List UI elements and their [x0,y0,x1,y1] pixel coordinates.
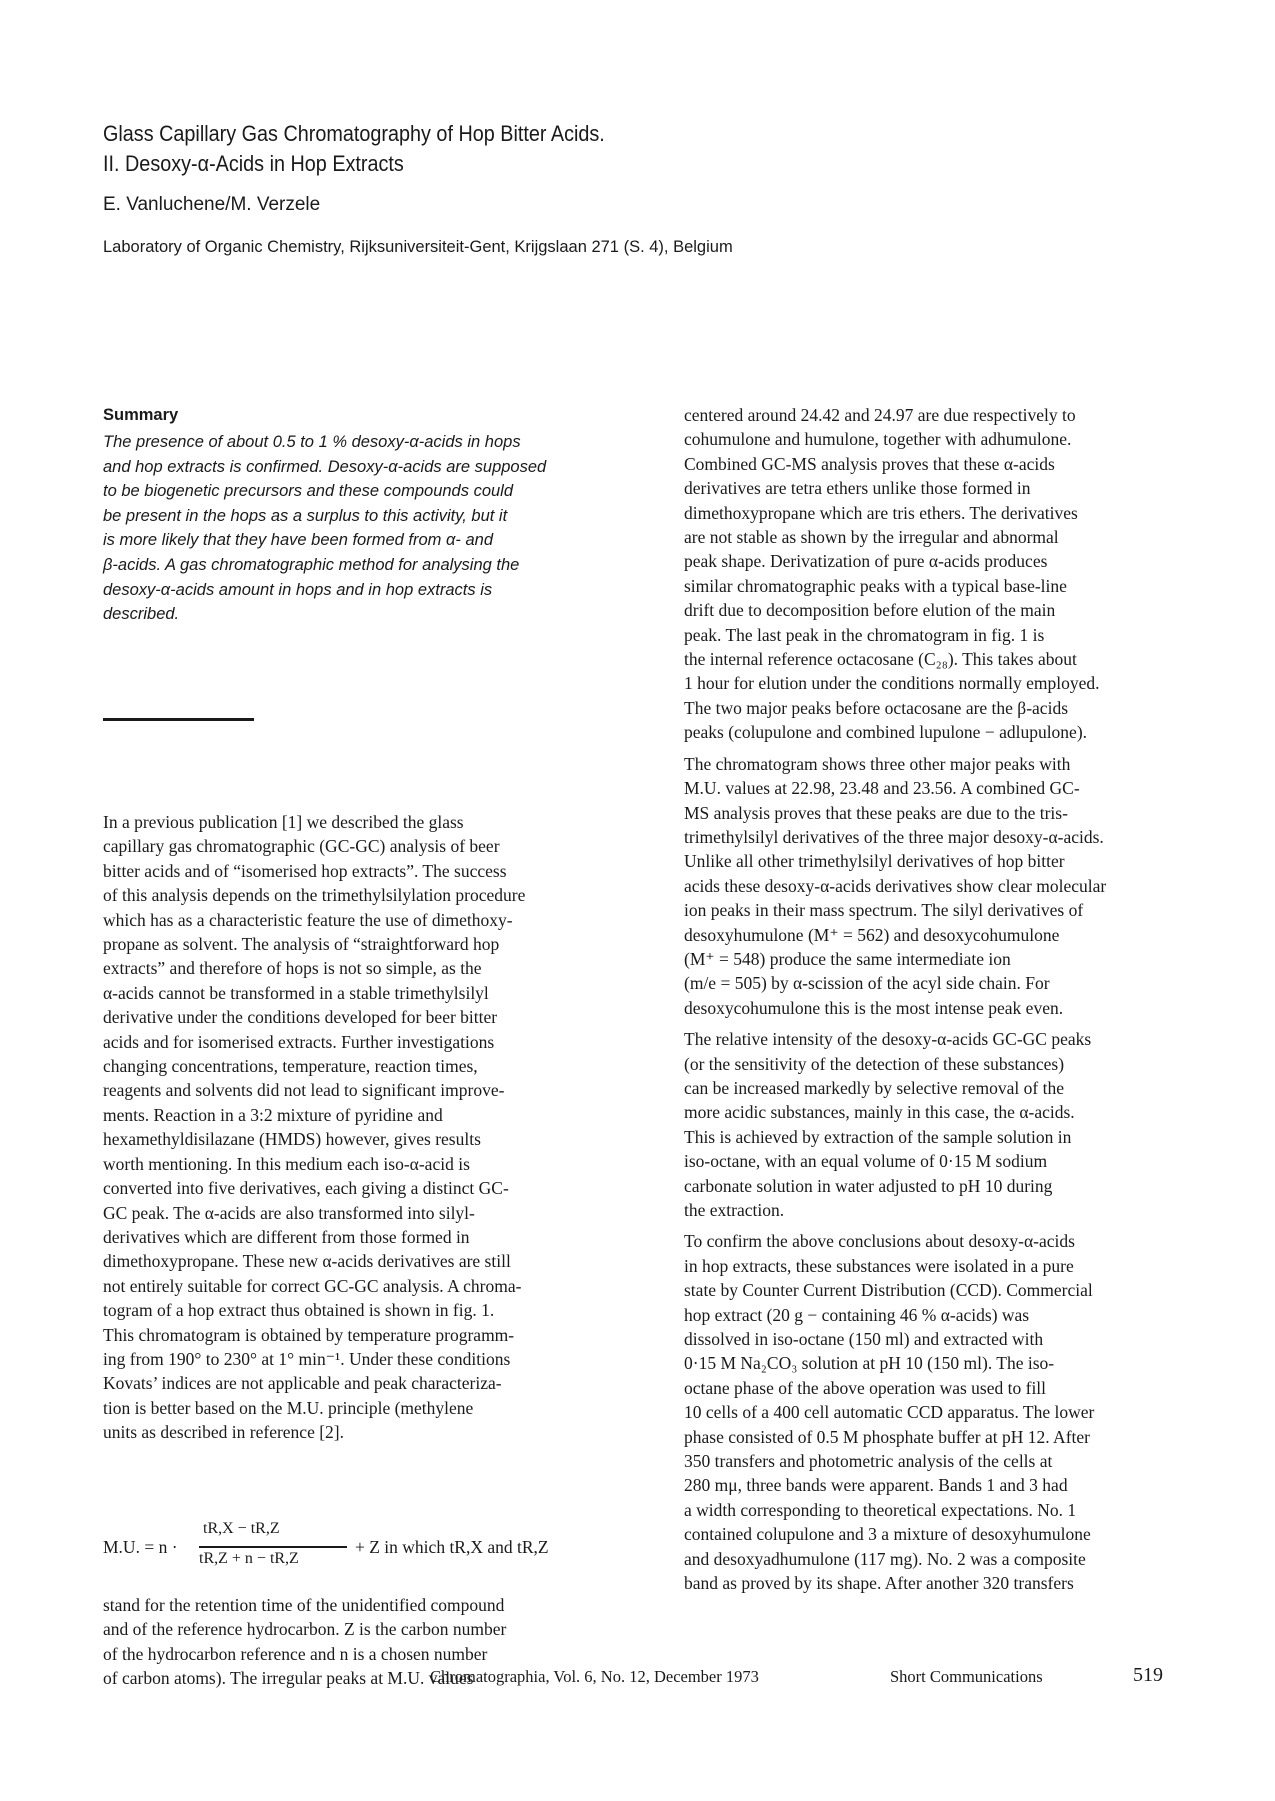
text-line: dimethoxypropane. These new α-acids derivatives are still [103,1251,511,1272]
page-footer [0,1664,1275,1697]
text-line: hop extract (20 g − containing 46 % α-acids) was [684,1304,1030,1325]
text-line: iso-octane, with an equal volume of 0·15 M sodium [684,1151,1048,1172]
text-line: derivatives which are different from those formed in [103,1226,470,1247]
text-line: propane as solvent. The analysis of “straightforward hop [103,934,500,955]
text-line: extracts” and therefore of hops is not so simple, as the [103,958,482,979]
text-line: derivative under the conditions developed for beer bitter [103,1007,498,1028]
right-column-text [684,403,1204,1603]
summary-line: to be biogenetic precursors and these compounds could [103,482,514,501]
text-line: capillary gas chromatographic (GC-GC) analysis of beer [103,836,500,857]
text-line: drift due to decomposition before elution of the main [684,600,1056,621]
text-line: (m/e = 505) by α-scission of the acyl side chain. For [684,973,1050,994]
paragraph [684,752,1204,1020]
section-divider [103,718,254,721]
text-line: and desoxyadhumulone (117 mg). No. 2 was a composite [684,1548,1086,1569]
text-line: the internal reference octacosane (C₂₈). This takes about [684,649,1077,670]
text-line: similar chromatographic peaks with a typical base-line [684,575,1067,596]
text-line: peaks (colupulone and combined lupulone − adlupulone). [684,722,1088,743]
text-line: carbonate solution in water adjusted to pH 10 during [684,1175,1053,1196]
text-line: are not stable as shown by the irregular and abnormal [684,527,1059,548]
text-line: 0·15 M Na₂CO₃ solution at pH 10 (150 ml). The iso- [684,1353,1055,1374]
paper-title [103,119,1003,179]
text-line: units as described in reference [2]. [103,1422,345,1443]
summary-line: described. [103,605,180,624]
text-line: To confirm the above conclusions about desoxy-α-acids [684,1231,1075,1252]
text-line: tion is better based on the M.U. principle (methylene [103,1397,474,1418]
summary-line: β-acids. A gas chromatographic method for analysing the [103,555,520,574]
journal-reference: Chromatographia, Vol. 6, No. 12, December 1973 [430,1667,759,1686]
text-line: ing from 190° to 230° at 1° min⁻¹. Under these conditions [103,1348,511,1369]
text-line: Combined GC-MS analysis proves that these α-acids [684,453,1055,474]
text-line: The two major peaks before octacosane are the β-acids [684,697,1069,718]
text-line: peak. The last peak in the chromatogram in fig. 1 is [684,624,1045,645]
paragraph [684,1229,1204,1595]
text-line: changing concentrations, temperature, reaction times, [103,1056,478,1077]
affiliation: Laboratory of Organic Chemistry, Rijksuniversiteit-Gent, Krijgslaan 271 (S. 4), Belgium [103,238,733,256]
text-line: Unlike all other trimethylsilyl derivatives of hop bitter [684,851,1065,872]
text-line: 10 cells of a 400 cell automatic CCD apparatus. The lower [684,1402,1095,1423]
summary-section [103,403,623,627]
summary-line: The presence of about 0.5 to 1 % desoxy-α-acids in hops [103,433,521,451]
text-line: (or the sensitivity of the detection of these substances) [684,1053,1065,1074]
text-line: state by Counter Current Distribution (CCD). Commercial [684,1280,1093,1301]
text-line: contained colupulone and 3 a mixture of desoxyhumulone [684,1524,1091,1545]
title-line-2: II. Desoxy-α-Acids in Hop Extracts [103,151,404,176]
text-line: ion peaks in their mass spectrum. The silyl derivatives of [684,900,1084,921]
text-line: cohumulone and humulone, together with adhumulone. [684,429,1072,450]
text-line: acids these desoxy-α-acids derivatives show clear molecular [684,875,1107,896]
text-line: 1 hour for elution under the conditions normally employed. [684,673,1100,694]
summary-body [103,430,623,627]
summary-line: be present in the hops as a surplus to this activity, but it [103,506,508,525]
text-line: M.U. values at 22.98, 23.48 and 23.56. A combined GC- [684,778,1080,799]
text-line: of carbon atoms). The irregular peaks at M.U. values [103,1668,474,1689]
equation-numerator: tR,X − tR,Z [203,1520,280,1537]
text-line: a width corresponding to theoretical expectations. No. 1 [684,1499,1077,1520]
text-line: dimethoxypropane which are tris ethers. The derivatives [684,502,1078,523]
summary-line: is more likely that they have been formed from α- and [103,531,494,550]
equation-denominator: tR,Z + n − tR,Z [199,1550,299,1567]
text-line: stand for the retention time of the unidentified compound [103,1595,505,1615]
equation-lhs: M.U. = n · [103,1537,178,1557]
text-line: desoxyhumulone (M⁺ = 562) and desoxycohumulone [684,924,1060,945]
text-line: of the hydrocarbon reference and n is a chosen number [103,1643,488,1664]
text-line: desoxycohumulone this is the most intense peak even. [684,997,1064,1018]
text-line: acids and for isomerised extracts. Further investigations [103,1031,495,1052]
text-line: band as proved by its shape. After another 320 transfers [684,1573,1074,1594]
text-line: The relative intensity of the desoxy-α-acids GC-GC peaks [684,1029,1092,1050]
text-line: reagents and solvents did not lead to significant improve- [103,1080,505,1101]
text-line: octane phase of the above operation was used to fill [684,1377,1047,1398]
summary-heading: Summary [103,406,179,424]
text-line: Kovats’ indices are not applicable and peak characteriza- [103,1373,502,1394]
text-line: peak shape. Derivatization of pure α-acids produces [684,551,1048,572]
equation-rhs: + Z in which tR,X and tR,Z [355,1537,549,1557]
text-line: centered around 24.42 and 24.97 are due respectively to [684,405,1076,425]
text-line: This chromatogram is obtained by temperature programm- [103,1324,515,1345]
title-line-1: Glass Capillary Gas Chromatography of Hop Bitter Acids. [103,121,605,146]
page-number: 519 [1133,1664,1163,1686]
mu-equation [103,1520,623,1580]
authors: E. Vanluchene/M. Verzele [103,194,321,215]
text-line: of this analysis depends on the trimethylsilylation procedure [103,885,526,906]
summary-line: desoxy-α-acids amount in hops and in hop extracts is [103,580,493,599]
text-line: hexamethyldisilazane (HMDS) however, gives results [103,1129,481,1150]
text-line: and of the reference hydrocarbon. Z is the carbon number [103,1619,507,1640]
text-line: trimethylsilyl derivatives of the three major desoxy-α-acids. [684,826,1104,847]
text-line: worth mentioning. In this medium each iso-α-acid is [103,1153,470,1174]
text-line: can be increased markedly by selective removal of the [684,1077,1064,1098]
fraction-bar [199,1546,347,1548]
text-line: GC peak. The α-acids are also transformed into silyl- [103,1202,475,1223]
text-line: derivatives are tetra ethers unlike those formed in [684,478,1031,499]
text-line: MS analysis proves that these peaks are due to the tris- [684,802,1068,823]
text-line: dissolved in iso-octane (150 ml) and extracted with [684,1329,1044,1350]
text-line: which has as a characteristic feature the use of dimethoxy- [103,909,513,930]
summary-line: and hop extracts is confirmed. Desoxy-α-acids are supposed [103,457,547,476]
text-line: togram of a hop extract thus obtained is shown in fig. 1. [103,1300,495,1321]
text-line: 350 transfers and photometric analysis of the cells at [684,1451,1053,1472]
text-line: not entirely suitable for correct GC-GC analysis. A chroma- [103,1275,522,1296]
text-line: (M⁺ = 548) produce the same intermediate ion [684,948,1011,969]
text-line: 280 mμ, three bands were apparent. Bands 1 and 3 had [684,1475,1068,1496]
text-line: ments. Reaction in a 3:2 mixture of pyridine and [103,1104,443,1125]
text-line: the extraction. [684,1200,785,1220]
text-line: phase consisted of 0.5 M phosphate buffer at pH 12. After [684,1426,1090,1447]
text-line: in hop extracts, these substances were isolated in a pure [684,1255,1074,1276]
paragraph [684,403,1204,745]
text-line: This is achieved by extraction of the sample solution in [684,1126,1072,1147]
text-line: bitter acids and of “isomerised hop extracts”. The success [103,860,507,881]
paragraph [684,1027,1204,1222]
left-column-text [103,810,623,1445]
text-line: converted into five derivatives, each giving a distinct GC- [103,1178,509,1199]
section-label: Short Communications [890,1667,1043,1686]
text-line: In a previous publication [1] we described the glass [103,812,464,832]
text-line: more acidic substances, mainly in this case, the α-acids. [684,1102,1075,1123]
text-line: The chromatogram shows three other major peaks with [684,753,1071,774]
text-line: α-acids cannot be transformed in a stable trimethylsilyl [103,982,489,1003]
